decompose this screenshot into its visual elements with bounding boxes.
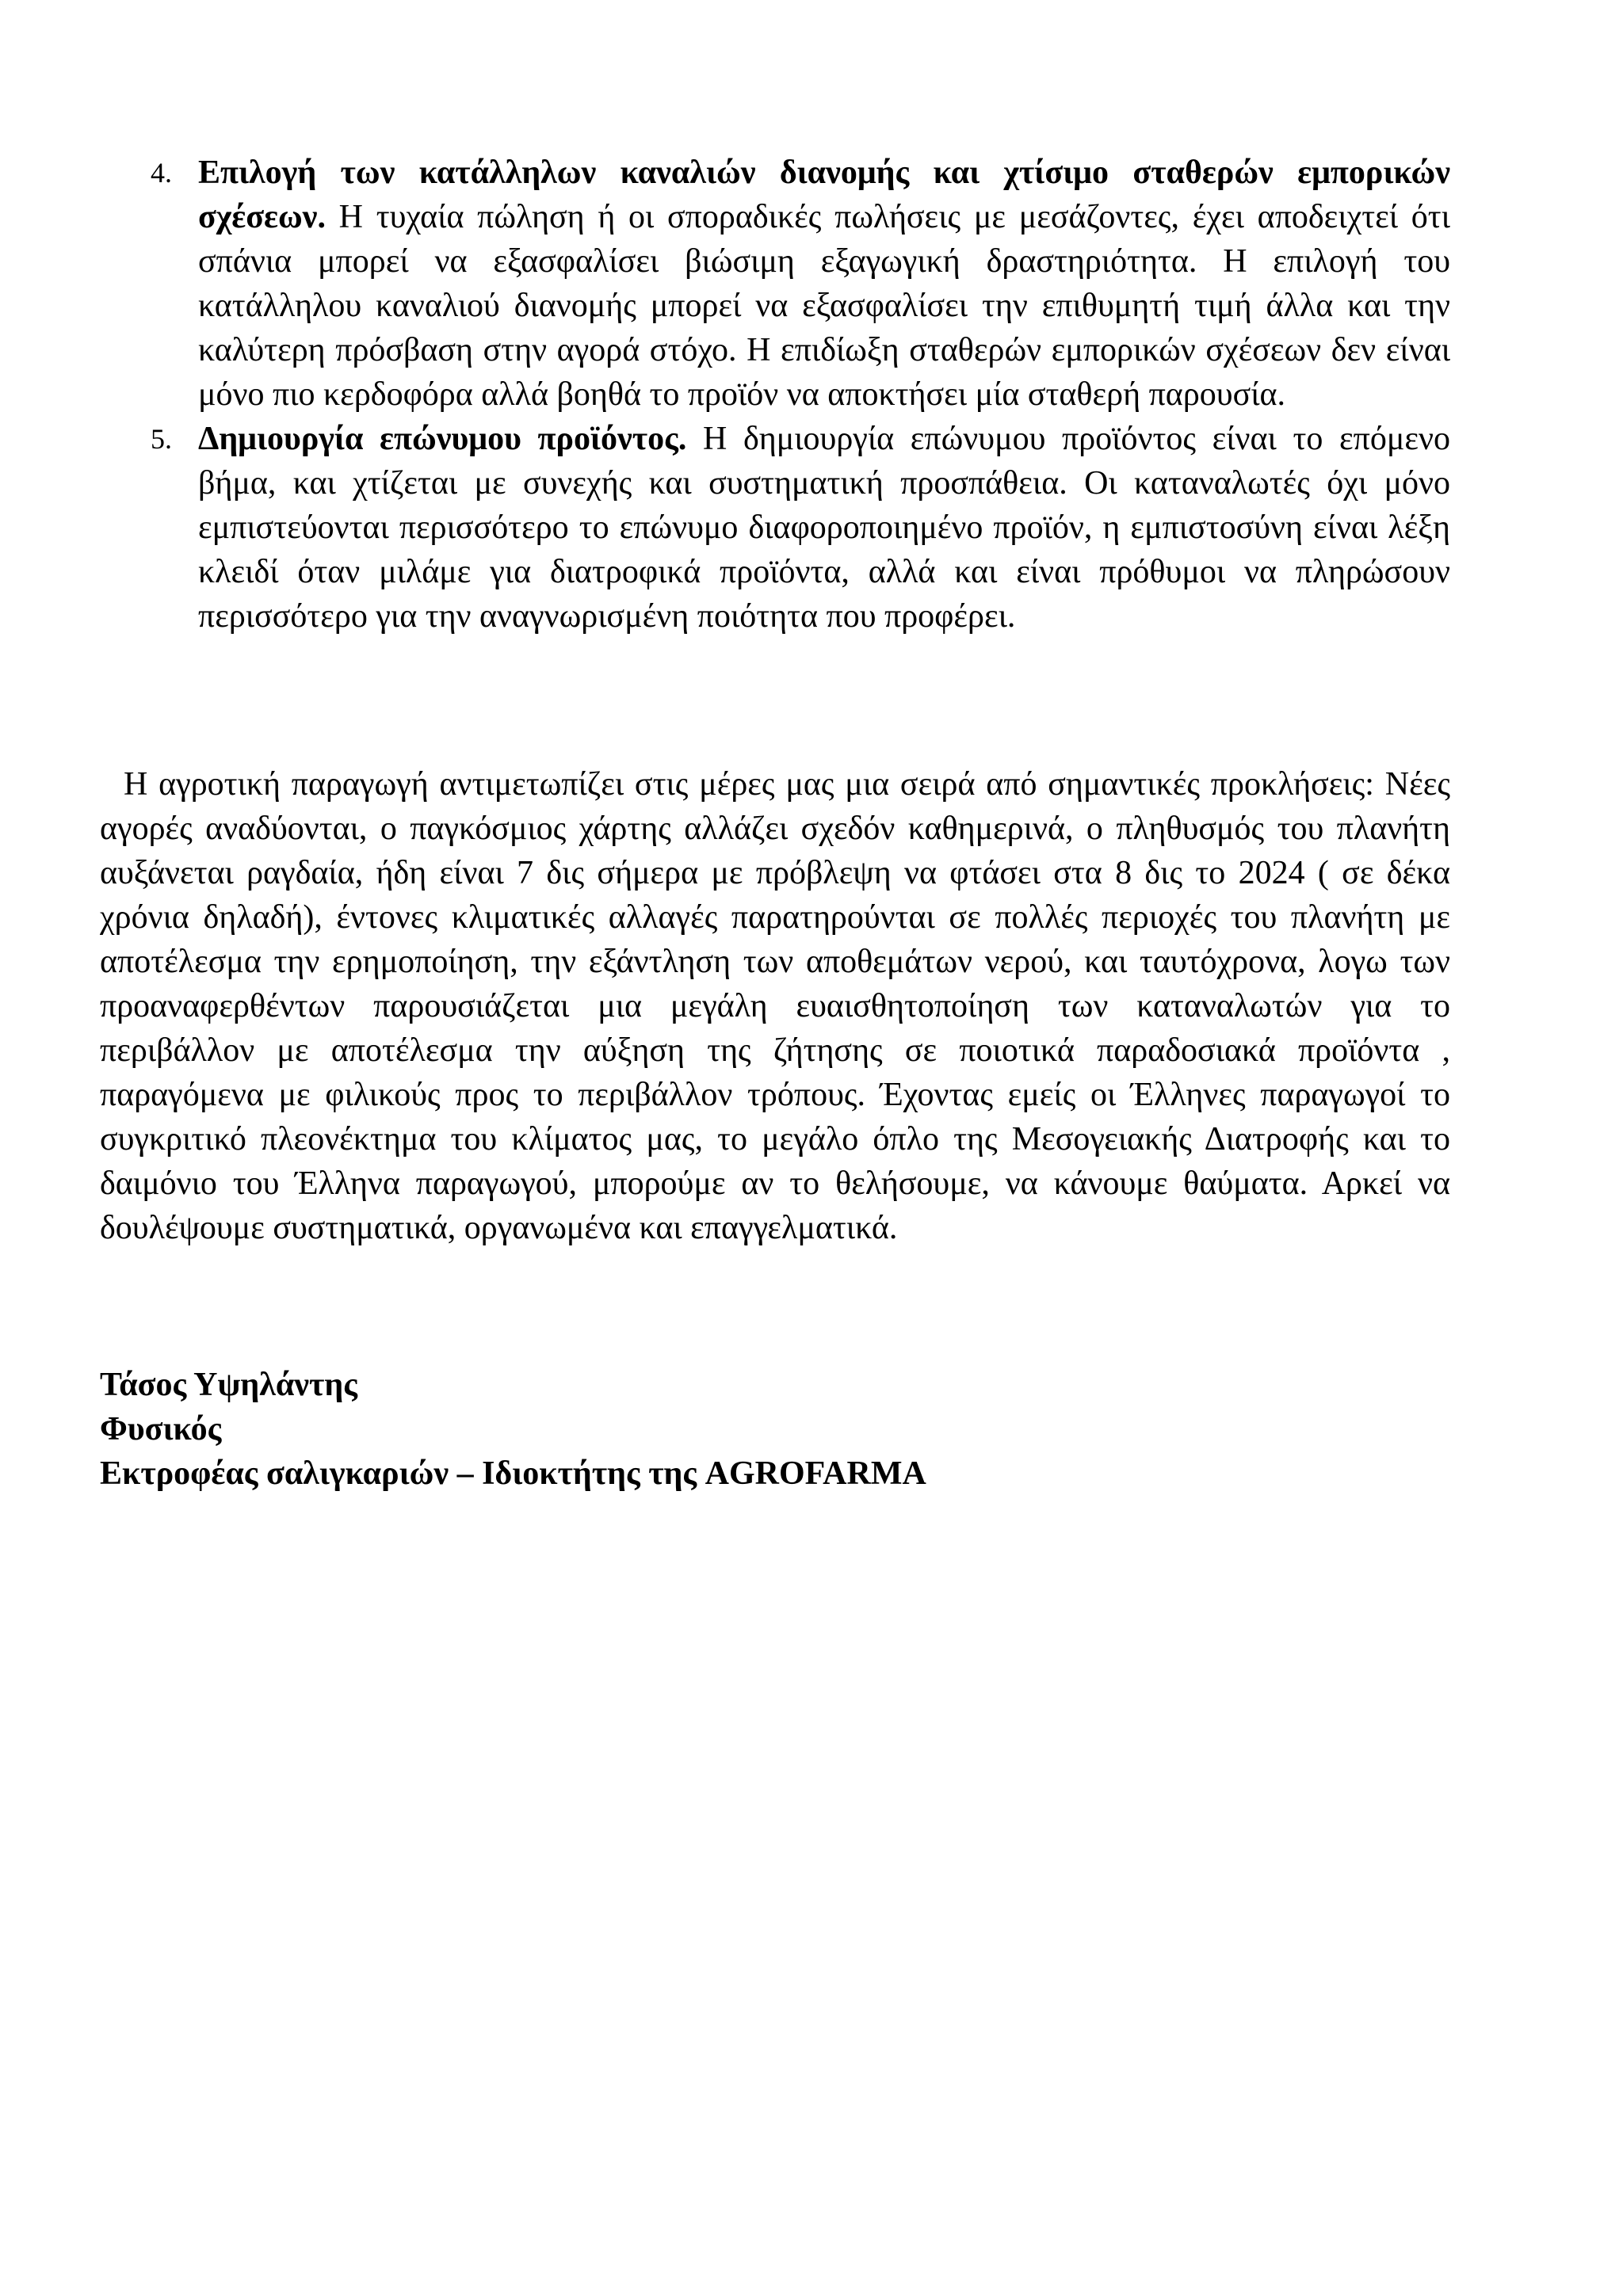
body-paragraph: Η αγροτική παραγωγή αντιμετωπίζει στις μέρες μας μια σειρά από σημαντικές προκλήσεις: Νέες αγορές αναδύονται, ο παγκόσμιος χάρτης αλλάζει σχεδόν καθημερινά, ο πληθυσμός του πλανήτη αυξάνεται ραγδαία, ήδη είναι 7 δις σήμερα με πρόβλεψη να φτάσει στα 8 δις το 2024 ( σε δέκα χρόνια δηλαδή), έντονες κλιματικές αλλαγές παρατηρούνται σε πολλές περιοχές του πλανήτη με αποτέλεσμα την ερημοποίηση, την εξάντληση των αποθεμάτων νερού, και ταυτόχρονα, λογω των προαναφερθέντων παρουσιάζεται μια μεγάλη ευαισθητοποίηση των καταναλωτών για το περιβάλλον με αποτέλεσμα την αύξηση της ζήτησης σε ποιοτικά παραδοσιακά προϊόντα , παραγόμενα με φιλικούς προς το περιβάλλον τρόπους. Έχοντας εμείς οι Έλληνες παραγωγοί το συγκριτικό πλεονέκτημα του κλίματος μας, το μεγάλο όπλο της Μεσογειακής Διατροφής και το δαιμόνιο του Έλληνα παραγωγού, μπορούμε αν το θελήσουμε, να κάνουμε θαύματα. Αρκεί να δουλέψουμε συστηματικά, οργανωμένα και επαγγελματικά. [100, 766, 1450, 1246]
signature-block [100, 1363, 1450, 1496]
author-title: Φυσικός [100, 1411, 222, 1447]
list-item-5 [151, 417, 1450, 639]
list-item-text: Η δημιουργία επώνυμου προϊόντος είναι το επόμενο βήμα, και χτίζεται με συνεχής και συστηματική προσπάθεια. Οι καταναλωτές όχι μόνο εμπιστεύονται περισσότερο το επώνυμο διαφοροποιημένο προϊόν, η εμπιστοσύνη είναι λέξη κλειδί όταν μιλάμε για διατροφικά προϊόντα, αλλά και είναι πρόθυμοι να πληρώσουν περισσότερο για την αναγνωρισμένη ποιότητα που προφέρει. [198, 421, 1450, 635]
author-role: Εκτροφέας σαλιγκαριών – Ιδιοκτήτης της AGROFARMA [100, 1455, 926, 1492]
numbered-list [151, 151, 1450, 639]
list-item-heading: Δημιουργία επώνυμου προϊόντος. [198, 421, 687, 457]
list-item-4 [151, 151, 1450, 417]
author-name: Τάσος Υψηλάντης [100, 1367, 357, 1403]
list-number: 5. [151, 423, 172, 455]
list-item-heading: Επιλογή των κατάλληλων καναλιών διανομής και χτίσιμο σταθερών εμπορικών σχέσεων. [198, 154, 1450, 235]
list-item-text: Η τυχαία πώληση ή οι σποραδικές πωλήσεις με μεσάζοντες, έχει αποδειχτεί ότι σπάνια μπορεί να εξασφαλίσει βιώσιμη εξαγωγική δραστηριότητα. Η επιλογή του κατάλληλου καναλιού διανομής μπορεί να εξασφαλίσει την επιθυμητή τιμή άλλα και την καλύτερη πρόσβαση στην αγορά στόχο. Η επιδίωξη σταθερών εμπορικών σχέσεων δεν είναι μόνο πιο κερδοφόρα αλλά βοηθά το προϊόν να αποκτήσει μία σταθερή παρουσία. [198, 199, 1450, 413]
list-number: 4. [151, 157, 172, 189]
